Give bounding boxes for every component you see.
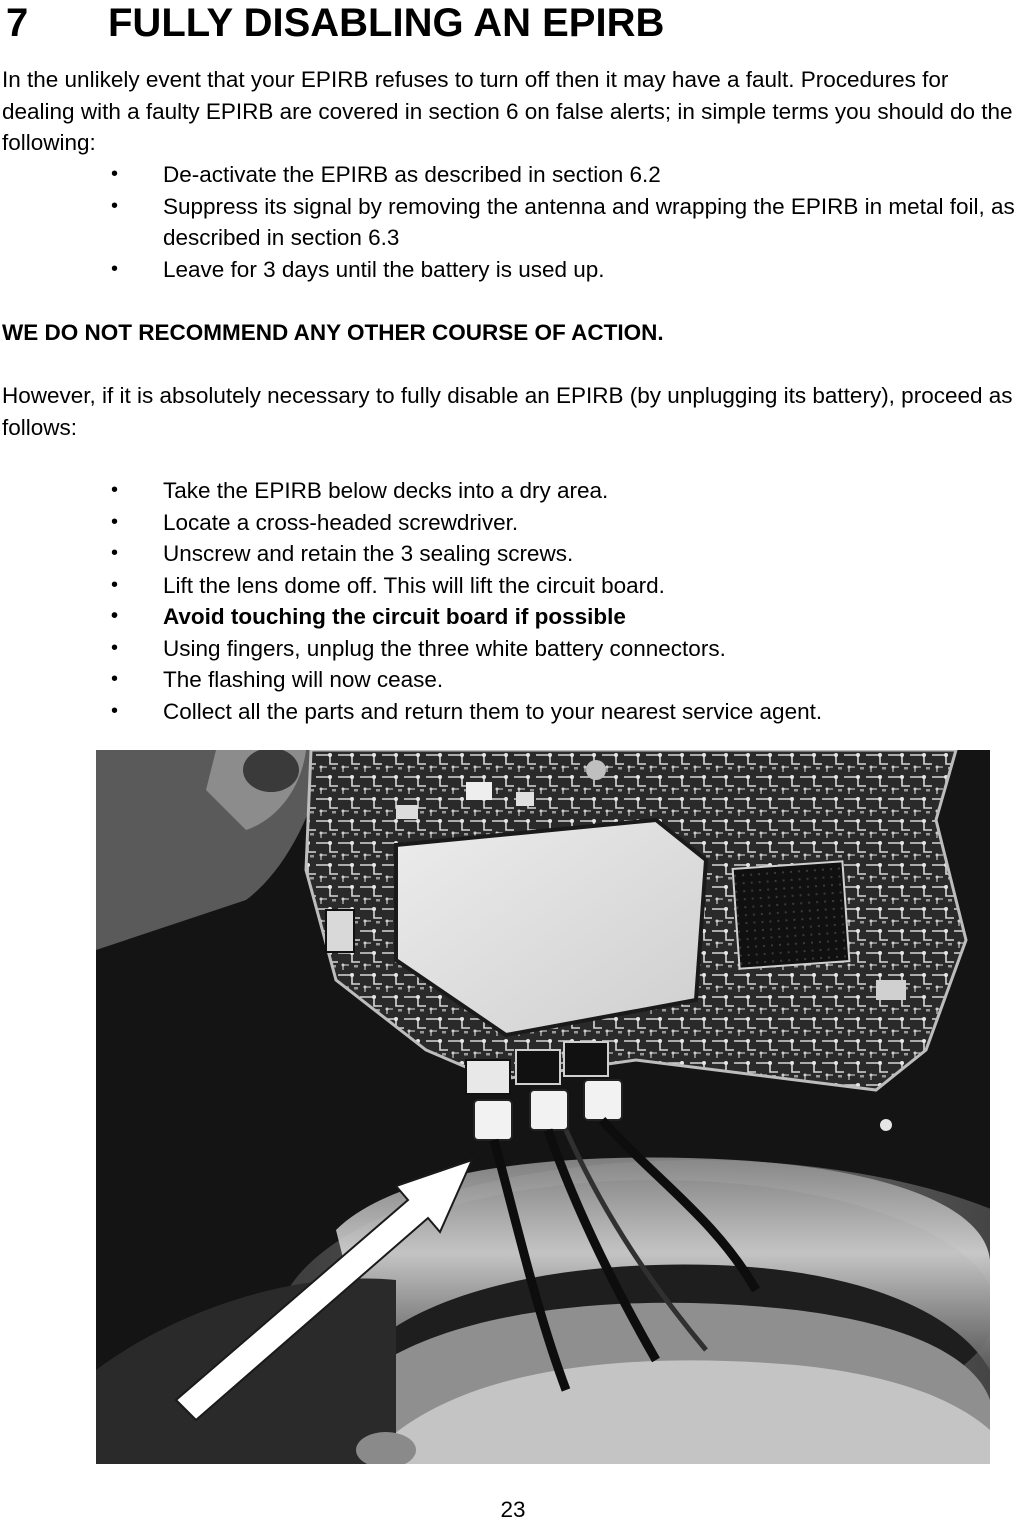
section-title: FULLY DISABLING AN EPIRB	[108, 1, 665, 45]
however-paragraph: However, if it is absolutely necessary to fully disable an EPIRB (by unplugging its battery), proceed as follows:	[2, 383, 1013, 440]
list-item-emphasis: • Avoid touching the circuit board if possible	[108, 601, 1023, 633]
first-steps-list	[108, 159, 1023, 285]
disable-steps-list	[108, 475, 1023, 727]
section-heading	[6, 0, 664, 46]
list-item: • Collect all the parts and return them to your nearest service agent.	[108, 696, 1023, 728]
list-item: • Take the EPIRB below decks into a dry area.	[108, 475, 1023, 507]
intro-paragraph: In the unlikely event that your EPIRB refuses to turn off then it may have a fault. Procedures for dealing with a faulty EPIRB are covered in section 6 on false alerts; in simple terms you should do the following:	[2, 67, 1013, 155]
section-number: 7	[6, 1, 29, 45]
warning-text: WE DO NOT RECOMMEND ANY OTHER COURSE OF ACTION.	[2, 320, 664, 345]
list-item: • Leave for 3 days until the battery is used up.	[108, 254, 1023, 286]
list-item: • Lift the lens dome off. This will lift the circuit board.	[108, 570, 1023, 602]
epirb-internals-photo	[96, 750, 990, 1464]
list-item: • Using fingers, unplug the three white battery connectors.	[108, 633, 1023, 665]
list-item: • Locate a cross-headed screwdriver.	[108, 507, 1023, 539]
page-number: 23	[500, 1497, 526, 1522]
list-item: • De-activate the EPIRB as described in section 6.2	[108, 159, 1023, 191]
list-item: • Unscrew and retain the 3 sealing screws.	[108, 538, 1023, 570]
list-item: • Suppress its signal by removing the antenna and wrapping the EPIRB in metal foil, as described in section 6.3	[108, 191, 1023, 254]
list-item: • The flashing will now cease.	[108, 664, 1023, 696]
